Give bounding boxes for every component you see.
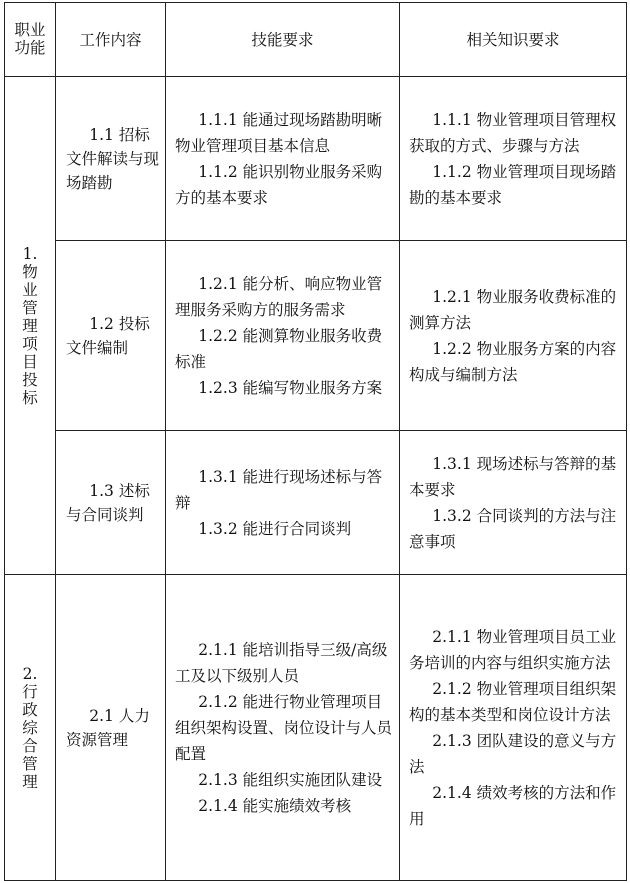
skill-item: 2.1.3 能组织实施团队建设: [198, 770, 383, 789]
work-content-cell: 1.3 述标与合同谈判: [56, 431, 166, 575]
skill-item: 1.3.2 能进行合同谈判: [198, 519, 352, 538]
knowledge-item: 1.1.1 物业管理项目管理权获取的方式、步骤与方法: [409, 110, 617, 155]
table-row: [5, 575, 627, 881]
knowledge-item: 2.1.3 团队建设的意义与方法: [409, 731, 617, 776]
knowledge-item: 1.3.1 现场述标与答辩的基本要求: [409, 454, 617, 499]
work-content-cell: 1.1 招标文件解读与现场踏勘: [56, 77, 166, 241]
knowledge-requirements-cell: [400, 77, 627, 241]
knowledge-item: 2.1.1 物业管理项目员工业务培训的内容与组织实施方法: [409, 627, 617, 672]
function-number: 2.: [22, 664, 38, 683]
work-content-cell: 2.1 人力资源管理: [56, 575, 166, 881]
function-cell: [5, 575, 56, 881]
skill-item: 1.1.2 能识别物业服务采购方的基本要求: [175, 162, 383, 207]
knowledge-item: 1.3.2 合同谈判的方法与注意事项: [409, 506, 617, 551]
skill-item: 1.3.1 能进行现场述标与答辩: [175, 467, 383, 512]
skill-requirements-cell: [166, 431, 400, 575]
knowledge-item: 2.1.4 绩效考核的方法和作用: [409, 783, 617, 828]
table-row: [5, 77, 627, 241]
skill-requirements-cell: [166, 575, 400, 881]
function-cell: [5, 77, 56, 575]
header-knowledge: 相关知识要求: [400, 3, 627, 77]
function-name: 物业管理项目投标: [22, 262, 38, 407]
knowledge-item: 2.1.2 物业管理项目组织架构的基本类型和岗位设计方法: [409, 679, 617, 724]
header-function: 职业功能: [5, 3, 56, 77]
header-work: 工作内容: [56, 3, 166, 77]
skill-item: 2.1.1 能培训指导三级/高级工及以下级别人员: [175, 640, 388, 685]
knowledge-item: 1.2.1 物业服务收费标准的测算方法: [409, 287, 617, 332]
skill-item: 1.2.1 能分析、响应物业管理服务采购方的服务需求: [175, 274, 383, 319]
skill-item: 1.2.3 能编写物业服务方案: [198, 378, 383, 397]
skill-item: 2.1.4 能实施绩效考核: [198, 796, 352, 815]
work-content-cell: 1.2 投标文件编制: [56, 241, 166, 431]
knowledge-item: 1.2.2 物业服务方案的内容构成与编制方法: [409, 339, 617, 384]
skill-requirements-cell: [166, 241, 400, 431]
knowledge-requirements-cell: [400, 575, 627, 881]
skill-requirements-cell: [166, 77, 400, 241]
knowledge-requirements-cell: [400, 241, 627, 431]
table-row: [5, 431, 627, 575]
header-row: [5, 3, 627, 77]
skill-item: 1.1.1 能通过现场踏勘明晰物业管理项目基本信息: [175, 110, 383, 155]
function-number: 1.: [22, 244, 38, 263]
table-row: [5, 241, 627, 431]
skill-item: 2.1.2 能进行物业管理项目组织架构设置、岗位设计与人员配置: [175, 692, 393, 763]
skill-item: 1.2.2 能测算物业服务收费标准: [175, 326, 383, 371]
function-name: 行政综合管理: [22, 682, 38, 791]
skills-table: [4, 2, 627, 881]
knowledge-requirements-cell: [400, 431, 627, 575]
knowledge-item: 1.1.2 物业管理项目现场踏勘的基本要求: [409, 162, 617, 207]
header-skills: 技能要求: [166, 3, 400, 77]
